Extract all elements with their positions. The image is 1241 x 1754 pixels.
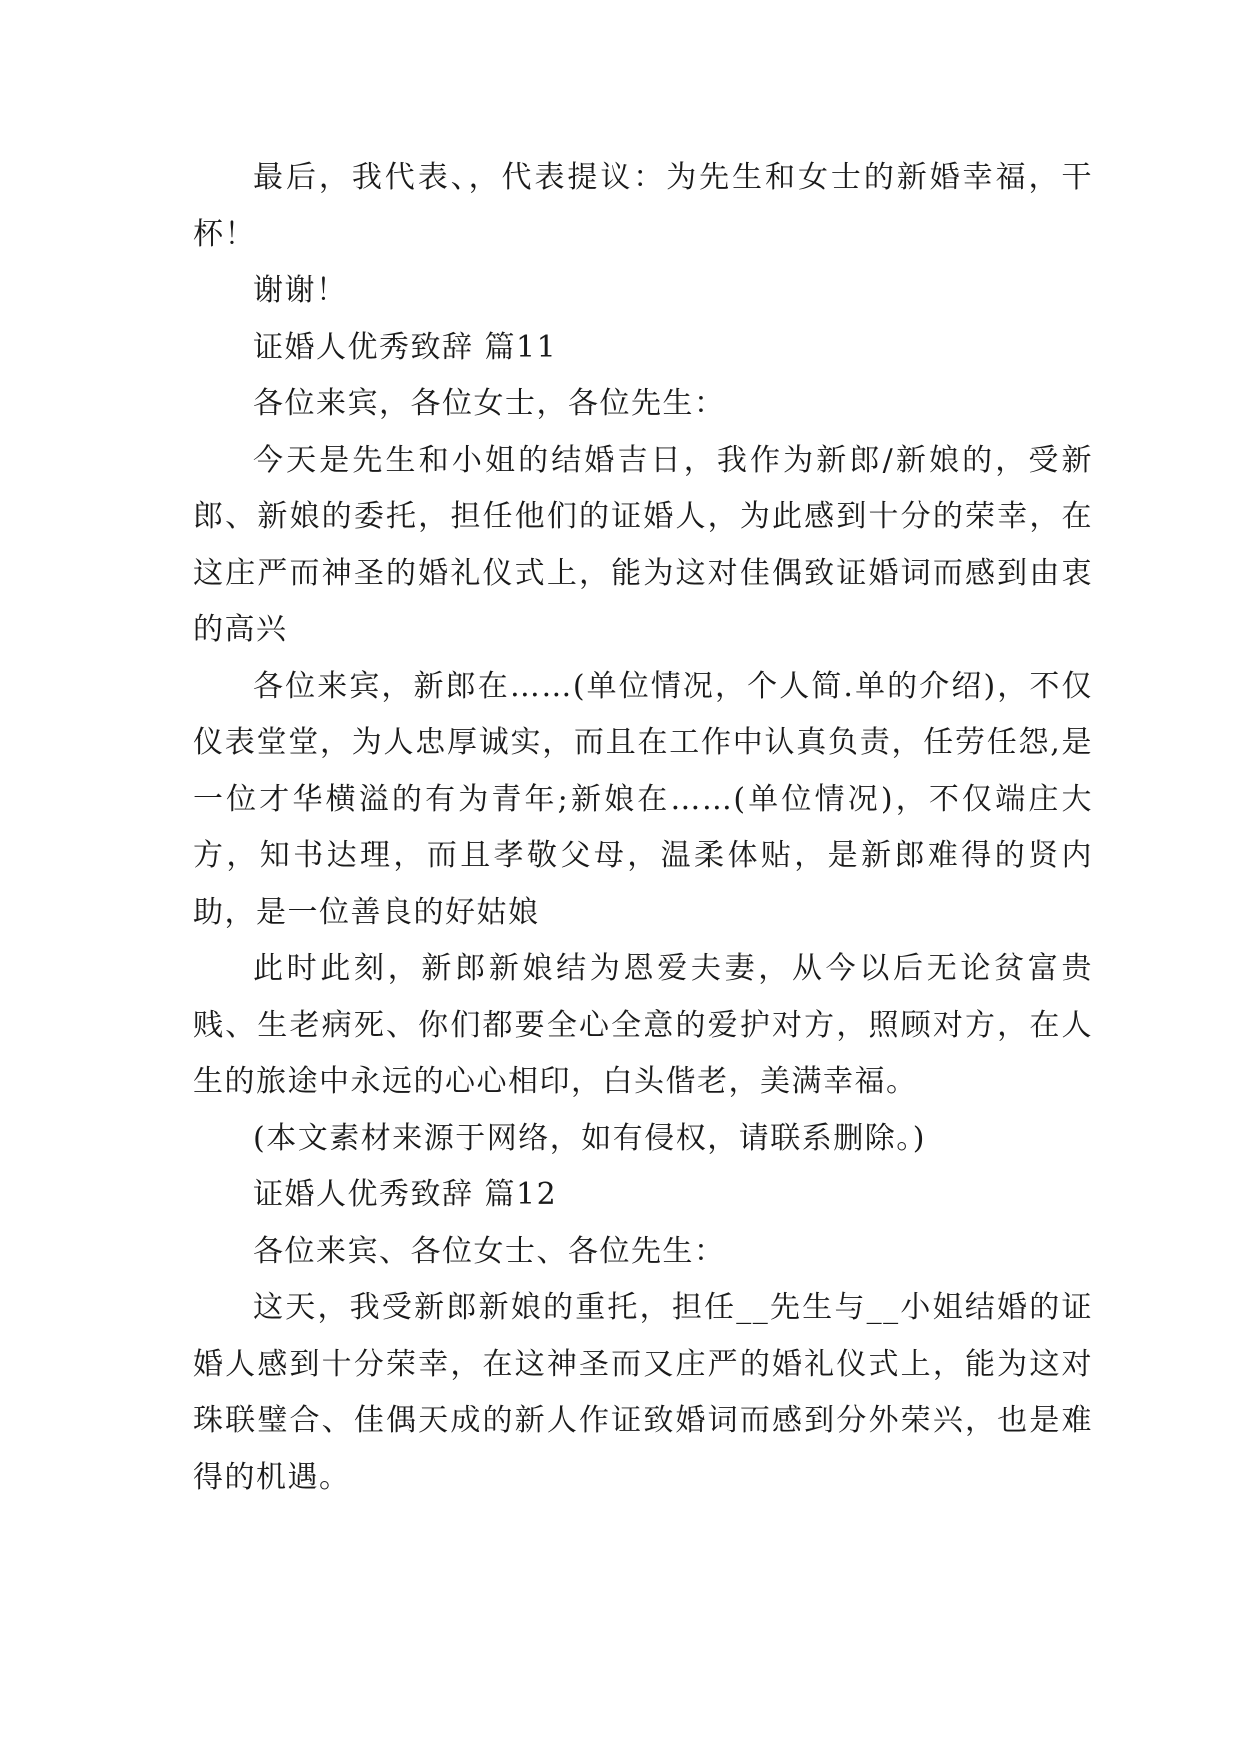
section-heading-11: 证婚人优秀致辞 篇11 bbox=[253, 329, 558, 365]
paragraph-greeting-12: 各位来宾、各位女士、各位先生： bbox=[253, 1233, 726, 1269]
paragraph-greeting-11: 各位来宾，各位女士，各位先生： bbox=[253, 386, 726, 421]
paragraph-intro-11: 今天是先生和小姐的结婚吉日，我作为新郎/新娘的，受新郎、新娘的委托，担任他们的证婚人，为此感到十分的荣幸，在这庄严而神圣的婚礼仪式上，能为这对佳偶致证婚词而感到由衷的高兴 bbox=[193, 442, 1093, 647]
section-heading-12: 证婚人优秀致辞 篇12 bbox=[253, 1177, 558, 1212]
document-page bbox=[193, 150, 1093, 1506]
paragraph-toast: 最后，我代表、，代表提议：为先生和女士的新婚幸福，干杯！ bbox=[193, 160, 1093, 252]
paragraph-thanks: 谢谢！ bbox=[253, 273, 348, 308]
paragraph-couple-11: 各位来宾，新郎在……(单位情况，个人简.单的介绍)，不仅仪表堂堂，为人忠厚诚实，而且在工作中认真负责，任劳任怨,是一位才华横溢的有为青年;新娘在……(单位情况)，不仅端庄大方，知书达理，而且孝敬父母，温柔体贴，是新郎难得的贤内助，是一位善良的好姑娘 bbox=[193, 668, 1093, 930]
paragraph-source-note: (本文素材来源于网络，如有侵权，请联系删除。) bbox=[253, 1120, 926, 1156]
paragraph-intro-12: 这天，我受新郎新娘的重托，担任__先生与__小姐结婚的证婚人感到十分荣幸，在这神圣而又庄严的婚礼仪式上，能为这对珠联璧合、佳偶天成的新人作证致婚词而感到分外荣兴，也是难得的机遇。 bbox=[193, 1290, 1093, 1495]
paragraph-blessing-11: 此时此刻，新郎新娘结为恩爱夫妻，从今以后无论贫富贵贱、生老病死、你们都要全心全意的爱护对方，照顾对方，在人生的旅途中永远的心心相印，白头偕老，美满幸福。 bbox=[193, 951, 1093, 1099]
